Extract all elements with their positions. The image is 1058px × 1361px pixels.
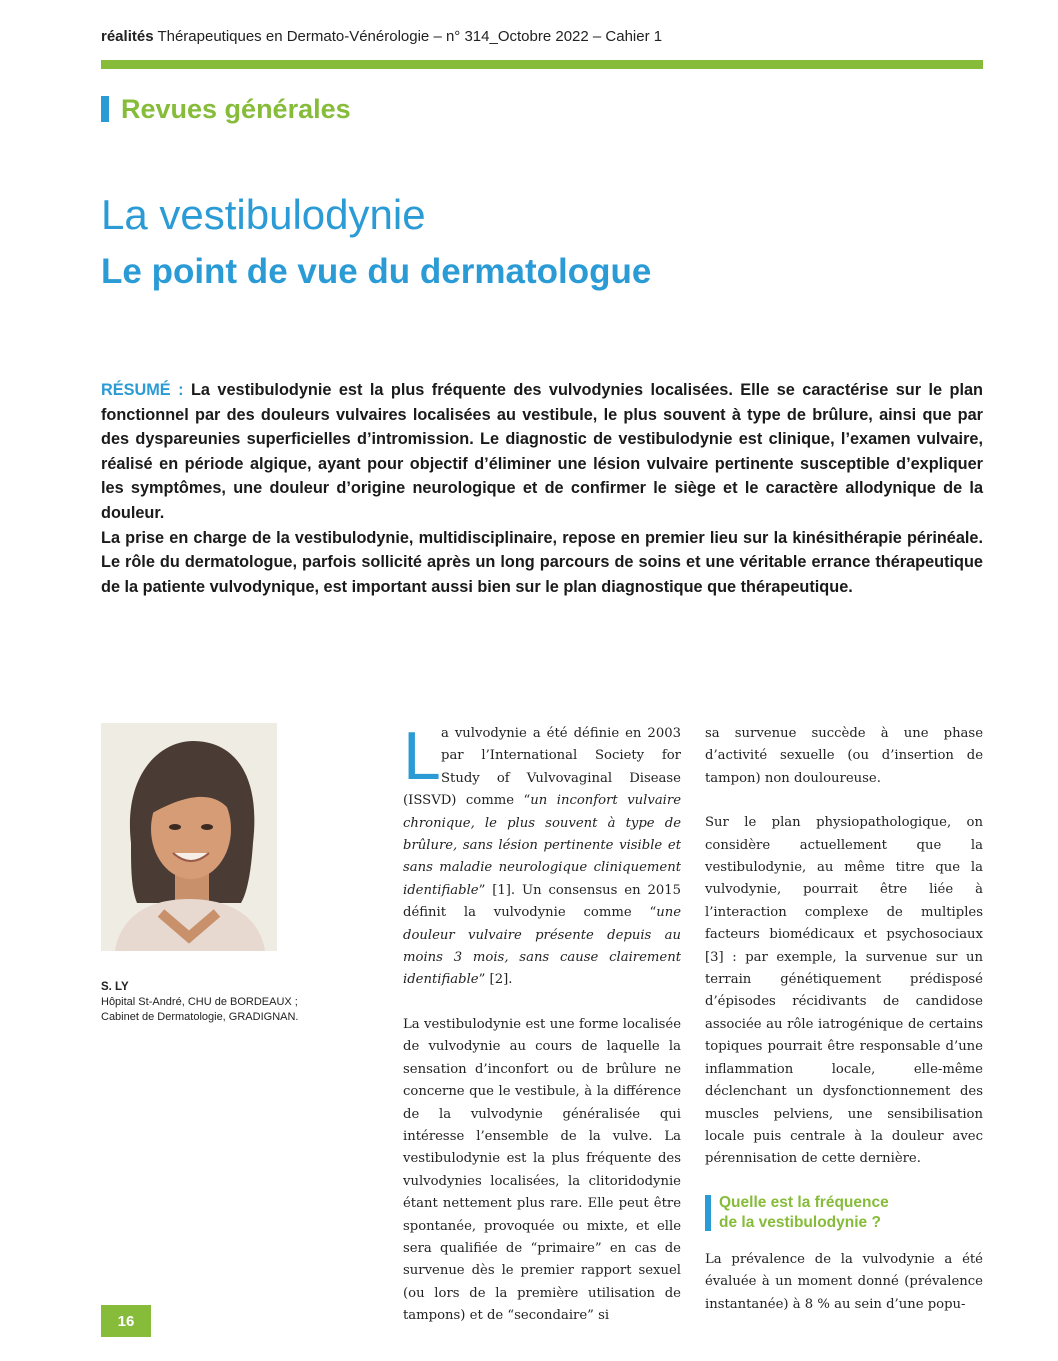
section-marker — [101, 96, 109, 122]
quoted-definition: un inconfort vulvaire chronique, le plus souvent à type de brûlure, sans lésion pertinente visible et sans maladie neurologique cliniquement identifiable — [403, 793, 682, 898]
author-portrait-image — [101, 723, 277, 951]
body-paragraph: La prévalence de la vulvodynie a été évaluée à un moment donné (prévalence instantanée) à 8 % au sein d’une popu- — [705, 1251, 983, 1312]
author-block — [101, 980, 341, 1025]
author-affiliation-2: Cabinet de Dermatologie, GRADIGNAN. — [101, 1011, 299, 1023]
abstract-label: RÉSUMÉ : — [101, 381, 184, 399]
drop-cap: L — [403, 718, 441, 794]
abstract-text-2: La prise en charge de la vestibulodynie, multidisciplinaire, repose en premier lieu sur la kinésithérapie périnéale. Le rôle du dermatologue, parfois sollicité après un long parcours de soins et une véritable errance thérapeutique de la patiente vulvodynique, est important aussi bien sur le plan diagnostique que thérapeutique. — [101, 528, 983, 596]
header-rule — [101, 60, 983, 69]
journal-issue: Thérapeutiques en Dermato-Vénérologie – n° 314_Octobre 2022 – Cahier 1 — [153, 28, 663, 45]
body-column-1 — [403, 718, 682, 1350]
running-header — [101, 28, 983, 45]
subheading-line: Quelle est la fréquence — [719, 1193, 889, 1211]
section-subheading — [705, 1193, 983, 1233]
body-paragraph: Sur le plan physiopathologique, on considère actuellement que la vestibulodynie, au même titre que la vulvodynie, pourrait être liée à l’interaction complexe de multiples facteurs biomédicaux et psychosociaux [3] : par exemple, la survenue sur un terrain génétiquement prédisposé d’épisodes récidivants de candidose associée au rôle iatrogénique de certains topiques pourrait être responsable d’une inflammation locale, elle-même déclenchant un dysfonctionnement des muscles pelviens, une sensibilisation locale puis centrale à la douleur avec pérennisation de cette dernière. — [705, 815, 983, 1167]
text-run: a vulvodynie a été définie en 2003 par l’International Society for Study of Vulvovaginal Disease (ISSVD) comme “ — [403, 726, 681, 809]
body-paragraph: La vestibulodynie est une forme localisée de vulvodynie au cours de laquelle la sensation d’inconfort ou de brûlure ne concerne que le vestibule, à la différence de la vulvodynie généralisée qui intéresse l’ensemble de la vulve. La vestibulodynie est la plus fréquente des vulvodynies localisées, la clitoridodynie étant nettement plus rare. Elle peut être spontanée, provoquée ou mixte, et elle sera qualifiée de “primaire” en cas de survenue dès le premier rapport sexuel (ou lors de la première utilisation de tampons) et de “secondaire” si — [403, 1016, 681, 1324]
quoted-definition: une douleur vulvaire présente depuis au moins 3 mois, sans cause clairement identifiable — [403, 905, 681, 988]
body-paragraph: sa survenue succède à une phase d’activité sexuelle (ou d’insertion de tampon) non douloureuse. — [705, 726, 983, 786]
body-column-2 — [705, 723, 983, 1338]
abstract-text-1: La vestibulodynie est la plus fréquente des vulvodynies localisées. Elle se caractérise sur le plan fonctionnel par des douleurs vulvaires localisées au vestibule, le plus souvent à type de brûlure, ainsi que par des dyspareunies superficielles d’intromission. Le diagnostic de vestibulodynie est clinique, l’examen vulvaire, réalisé en période algique, ayant pour objectif d’éliminer une lésion vulvaire pertinente susceptible d’expliquer les symptômes, une douleur d’origine neurologique et de confirmer le siège et le caractère allodynique de la douleur. — [101, 381, 983, 522]
text-run: ” [2]. — [478, 972, 513, 988]
article-subtitle: Le point de vue du dermatologue — [101, 252, 652, 291]
author-photo — [101, 723, 277, 951]
text-run: ” [1]. Un consensus en 2015 définit la vulvodynie comme “ — [403, 882, 681, 921]
article-title: La vestibulodynie — [101, 191, 426, 238]
journal-brand: réalités — [101, 28, 154, 45]
section-label — [101, 92, 351, 126]
page-number: 16 — [101, 1305, 151, 1337]
author-name: S. LY — [101, 981, 129, 993]
author-affiliation-1: Hôpital St-André, CHU de BORDEAUX ; — [101, 996, 298, 1008]
section-title: Revues générales — [121, 93, 351, 124]
abstract — [101, 378, 983, 599]
subheading-line: de la vestibulodynie ? — [719, 1213, 881, 1231]
abstract-paragraph — [101, 378, 983, 526]
body-paragraph — [403, 718, 682, 992]
